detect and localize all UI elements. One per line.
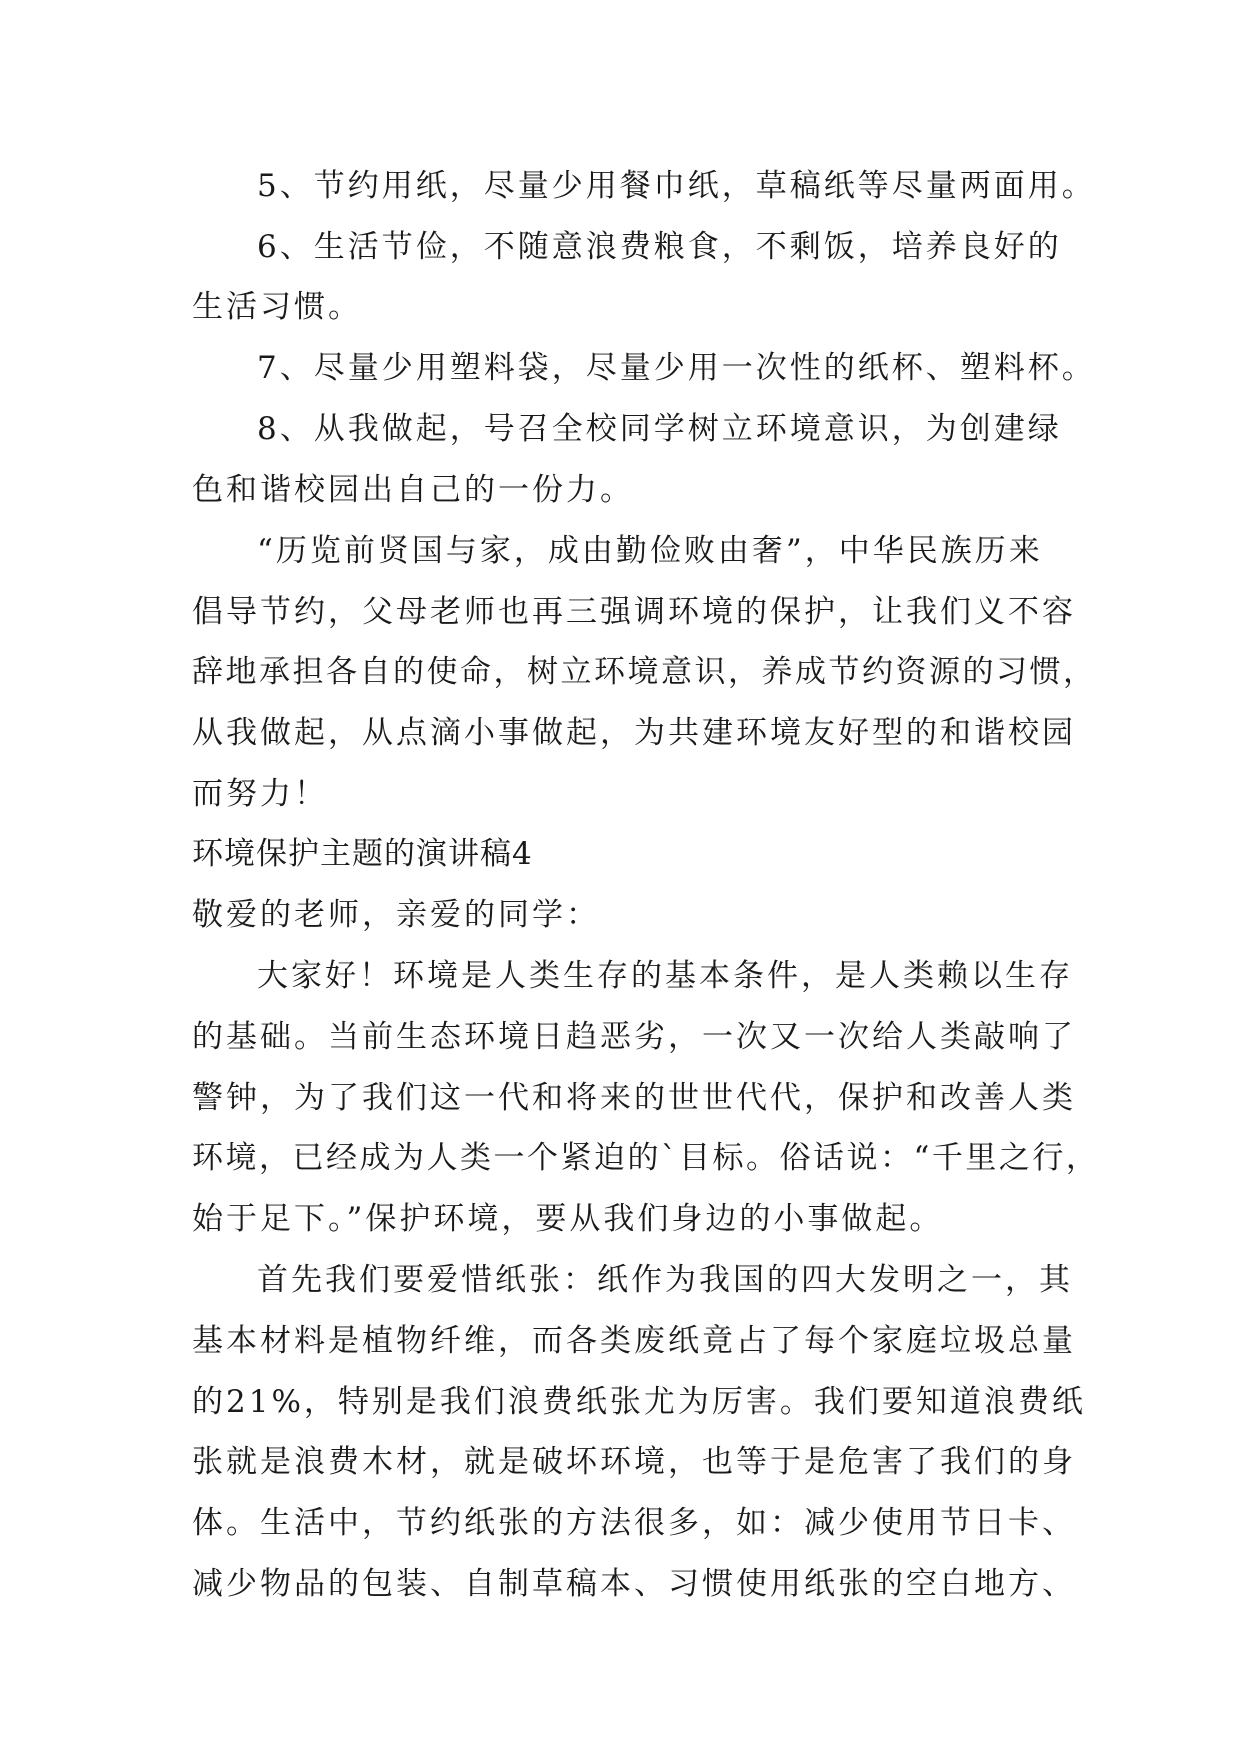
paragraph-line: 色和谐校园出自己的一份力。 (192, 472, 634, 508)
paragraph-line: 5、节约用纸，尽量少用餐巾纸，草稿纸等尽量两面用。 (257, 168, 1096, 204)
paragraph-line: 从我做起，从点滴小事做起，为共建环境友好型的和谐校园 (192, 715, 1076, 751)
paragraph-line: 基本材料是植物纤维，而各类废纸竟占了每个家庭垃圾总量 (192, 1323, 1076, 1359)
paragraph-line: 大家好！环境是人类生存的基本条件，是人类赖以生存 (257, 958, 1073, 994)
paragraph-line: 体。生活中，节约纸张的方法很多，如：减少使用节日卡、 (192, 1505, 1076, 1541)
paragraph-line: 而努力！ (192, 776, 328, 812)
paragraph-line: “历览前贤国与家，成由勤俭败由奢”，中华民族历来 (257, 533, 1043, 569)
paragraph-line: 警钟，为了我们这一代和将来的世世代代，保护和改善人类 (192, 1080, 1076, 1116)
paragraph-line: 始于足下。”保护环境，要从我们身边的小事做起。 (192, 1201, 944, 1237)
paragraph-line: 辞地承担各自的使命，树立环境意识，养成节约资源的习惯， (192, 654, 1097, 690)
paragraph-line: 的21%，特别是我们浪费纸张尤为厉害。我们要知道浪费纸 (192, 1384, 1086, 1420)
paragraph-line: 减少物品的包装、自制草稿本、习惯使用纸张的空白地方、 (192, 1566, 1076, 1602)
paragraph-line: 首先我们要爱惜纸张：纸作为我国的四大发明之一，其 (257, 1262, 1073, 1298)
paragraph-line: 的基础。当前生态环境日趋恶劣，一次又一次给人类敲响了 (192, 1019, 1076, 1055)
paragraph-line: 张就是浪费木材，就是破坏环境，也等于是危害了我们的身 (192, 1444, 1076, 1480)
section-heading: 环境保护主题的演讲稿4 (192, 836, 533, 872)
paragraph-line: 生活习惯。 (192, 289, 362, 325)
paragraph-line: 6、生活节俭，不随意浪费粮食，不剩饭，培养良好的 (257, 229, 1062, 265)
salutation-line: 敬爱的老师，亲爱的同学： (192, 897, 600, 933)
paragraph-line: 7、尽量少用塑料袋，尽量少用一次性的纸杯、塑料杯。 (257, 350, 1096, 386)
paragraph-line: 8、从我做起，号召全校同学树立环境意识，为创建绿 (257, 411, 1062, 447)
paragraph-line: 倡导节约，父母老师也再三强调环境的保护，让我们义不容 (192, 594, 1076, 630)
paragraph-line: 环境，已经成为人类一个紧迫的`目标。俗话说：“千里之行， (192, 1140, 1100, 1176)
